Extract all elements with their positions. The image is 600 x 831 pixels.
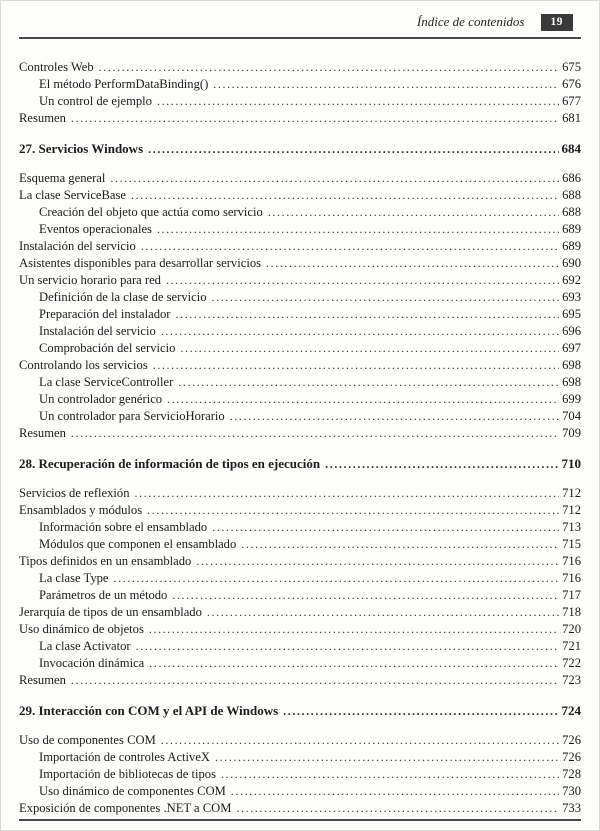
page-header [1,1,599,33]
toc-entry-title: Exposición de componentes .NET a COM [19,801,232,815]
toc-entry-page: 689 [562,239,581,253]
toc-entry-page: 722 [562,656,581,670]
dot-leader [283,702,558,720]
dot-leader [325,455,558,473]
toc-entry-title: Uso dinámico de objetos [19,622,144,636]
dot-leader [149,655,559,672]
page-number-badge: 19 [541,14,574,31]
toc-entry-page: 675 [562,60,581,74]
toc-entry-page: 704 [562,409,581,423]
toc-chapter-entry [19,702,581,720]
toc-entry [19,59,581,76]
toc-entry-page: 716 [562,554,581,568]
toc-entry [19,391,581,408]
toc-entry-page: 730 [562,784,581,798]
toc-entry-page: 715 [562,537,581,551]
toc-entry-title: Definición de la clase de servicio [39,290,207,304]
dot-leader [99,59,559,76]
toc-entry-title: Asistentes disponibles para desarrollar servicios [19,256,262,270]
toc-entry [19,553,581,570]
toc-entry [19,306,581,323]
toc-chapter-entry [19,140,581,158]
toc-entry [19,408,581,425]
footer-rule [19,819,581,821]
toc-entry-title: Uso dinámico de componentes COM [39,784,226,798]
toc-entry-title: Un control de ejemplo [39,94,152,108]
toc-entry-page: 709 [562,426,581,440]
dot-leader [135,485,560,502]
toc-entry [19,502,581,519]
toc-entry-title: Información sobre el ensamblado [39,520,208,534]
toc-entry-title: Comprobación del servicio [39,341,176,355]
toc-entry-page: 690 [562,256,581,270]
toc-entry [19,289,581,306]
toc-entry-title: Eventos operacionales [39,222,152,236]
toc-entry-page: 676 [562,77,581,91]
toc-entry [19,519,581,536]
toc-entry-page: 723 [562,673,581,687]
toc-entry-title: Servicios de reflexión [19,486,130,500]
toc-entry-page: 677 [562,94,581,108]
dot-leader [266,255,559,272]
toc-entry-page: 697 [562,341,581,355]
toc-entry-page: 710 [561,456,581,471]
dot-leader [231,783,559,800]
toc-entry-page: 718 [562,605,581,619]
toc-entry-title: La clase ServiceBase [19,188,126,202]
toc-entry [19,732,581,749]
toc-entry-page: 728 [562,767,581,781]
dot-leader [213,76,559,93]
toc-entry [19,170,581,187]
toc-entry-page: 716 [562,571,581,585]
dot-leader [167,391,559,408]
toc-entry [19,621,581,638]
dot-leader [161,732,559,749]
dot-leader [157,93,559,110]
toc-entry [19,587,581,604]
toc-entry-page: 688 [562,188,581,202]
toc-entry-page: 721 [562,639,581,653]
toc-entry-title: Controles Web [19,60,94,74]
toc-entry-title: Uso de componentes COM [19,733,156,747]
dot-leader [110,170,559,187]
toc-entry [19,255,581,272]
toc-entry [19,604,581,621]
dot-leader [141,238,559,255]
dot-leader [215,749,559,766]
toc-entry-title: Ensamblados y módulos [19,503,143,517]
toc-entry-page: 712 [562,503,581,517]
toc-entry-page: 698 [562,358,581,372]
toc-entry [19,272,581,289]
dot-leader [212,519,559,536]
toc-entry-title: Controlando los servicios [19,358,148,372]
toc-entry-page: 699 [562,392,581,406]
toc-entry-title: Preparación del instalador [39,307,171,321]
toc-entry-title: Módulos que componen el ensamblado [39,537,237,551]
toc-entry-title: Instalación del servicio [39,324,156,338]
dot-leader [212,289,560,306]
toc-entry-title: El método PerformDataBinding() [39,77,209,91]
toc-entry-title: Jerarquía de tipos de un ensamblado [19,605,202,619]
dot-leader [71,110,559,127]
toc-entry-page: 698 [562,375,581,389]
toc-entry [19,221,581,238]
dot-leader [241,536,559,553]
toc-chapter-entry [19,455,581,473]
dot-leader [161,323,559,340]
dot-leader [175,306,559,323]
dot-leader [180,340,559,357]
dot-leader [166,272,559,289]
toc-entry-title: Resumen [19,111,66,125]
toc-entry-title: Un controlador genérico [39,392,163,406]
toc-entry-page: 726 [562,750,581,764]
toc-entry-page: 720 [562,622,581,636]
toc-entry-page: 733 [562,801,581,815]
toc-entry-page: 713 [562,520,581,534]
toc-entry [19,638,581,655]
dot-leader [136,638,559,655]
toc-entry-title: 29. Interacción con COM y el API de Windows [19,703,279,718]
toc-entry [19,238,581,255]
toc-entry [19,536,581,553]
toc-entry [19,374,581,391]
toc-entry-title: La clase ServiceController [39,375,174,389]
dot-leader [268,204,559,221]
toc-entry [19,655,581,672]
toc-entry [19,76,581,93]
toc-entry [19,800,581,817]
toc-entry-page: 695 [562,307,581,321]
toc-entry-page: 726 [562,733,581,747]
dot-leader [114,570,560,587]
toc-entry [19,783,581,800]
toc-entry-title: Un controlador para ServicioHorario [39,409,225,423]
dot-leader [131,187,559,204]
dot-leader [71,425,559,442]
dot-leader [149,621,559,638]
toc-entry-page: 693 [562,290,581,304]
dot-leader [207,604,559,621]
toc-list [1,39,599,817]
dot-leader [157,221,559,238]
toc-entry [19,340,581,357]
toc-entry [19,110,581,127]
toc-entry [19,204,581,221]
toc-entry-title: 27. Servicios Windows [19,141,144,156]
toc-entry-title: La clase Activator [39,639,131,653]
dot-leader [221,766,559,783]
toc-entry-title: 28. Recuperación de información de tipos en ejecución [19,456,321,471]
toc-entry-page: 717 [562,588,581,602]
toc-entry-page: 681 [562,111,581,125]
toc-entry-title: Esquema general [19,171,106,185]
toc-entry-title: La clase Type [39,571,109,585]
dot-leader [172,587,559,604]
toc-entry-title: Importación de controles ActiveX [39,750,211,764]
toc-entry-title: Tipos definidos en un ensamblado [19,554,192,568]
toc-entry [19,357,581,374]
dot-leader [148,140,558,158]
dot-leader [153,357,559,374]
toc-entry-title: Instalación del servicio [19,239,136,253]
dot-leader [147,502,559,519]
dot-leader [230,408,559,425]
toc-entry-title: Resumen [19,673,66,687]
toc-entry-page: 724 [561,703,581,718]
toc-entry-page: 696 [562,324,581,338]
toc-entry-page: 689 [562,222,581,236]
toc-entry-page: 692 [562,273,581,287]
header-title: Índice de contenidos [416,14,525,29]
toc-entry-title: Importación de bibliotecas de tipos [39,767,216,781]
dot-leader [178,374,559,391]
dot-leader [196,553,559,570]
toc-entry [19,485,581,502]
toc-entry [19,672,581,689]
toc-entry [19,323,581,340]
toc-entry [19,93,581,110]
toc-entry [19,570,581,587]
toc-entry-title: Parámetros de un método [39,588,168,602]
toc-entry-title: Creación del objeto que actúa como servicio [39,205,263,219]
toc-entry [19,766,581,783]
dot-leader [71,672,559,689]
dot-leader [236,800,559,817]
toc-entry-page: 688 [562,205,581,219]
toc-entry [19,425,581,442]
toc-entry [19,749,581,766]
toc-entry-title: Invocación dinámica [39,656,145,670]
toc-entry-title: Resumen [19,426,66,440]
toc-entry-page: 684 [561,141,581,156]
toc-entry [19,187,581,204]
toc-entry-title: Un servicio horario para red [19,273,161,287]
toc-entry-page: 686 [562,171,581,185]
toc-entry-page: 712 [562,486,581,500]
